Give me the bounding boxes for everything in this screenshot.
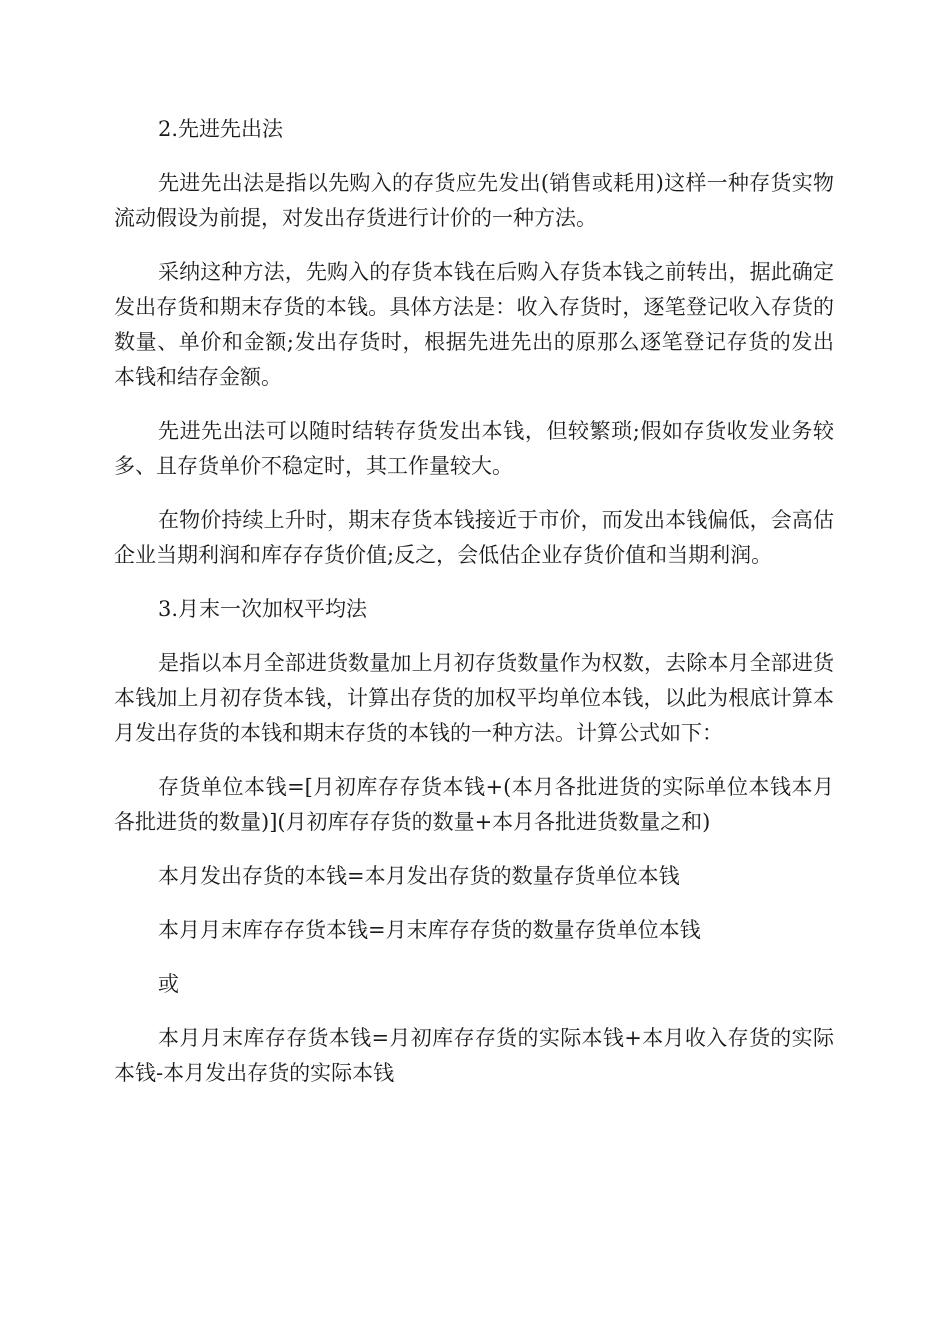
paragraph-fifo-definition: 先进先出法是指以先购入的存货应先发出(销售或耗用)这样一种存货实物流动假设为前提，对发出存货进行计价的一种方法。 <box>114 171 834 230</box>
paragraph-or: 或 <box>158 972 179 996</box>
formula-issued-cost: 本月发出存货的本钱=本月发出存货的数量存货单位本钱 <box>158 864 680 888</box>
paragraph-weighted-average-definition: 是指以本月全部进货数量加上月初存货数量作为权数，去除本月全部进货本钱加上月初存货本钱，计算出存货的加权平均单位本钱，以此为根底计算本月发出存货的本钱和期末存货的本钱的一种方法。计算公式如下： <box>114 651 834 745</box>
formula-unit-cost: 存货单位本钱=[月初库存存货本钱+(本月各批进货的实际单位本钱本月各批进货的数量)](月初库存存货的数量+本月各批进货数量之和) <box>114 775 834 834</box>
paragraph-fifo-method: 采纳这种方法，先购入的存货本钱在后购入存货本钱之前转出，据此确定发出存货和期末存货的本钱。具体方法是：收入存货时，逐笔登记收入存货的数量、单价和金额;发出存货时，根据先进先出的原那么逐笔登记存货的发出本钱和结存金额。 <box>114 260 834 389</box>
section-heading-weighted-average: 3.月末一次加权平均法 <box>158 597 368 621</box>
paragraph-fifo-pros-cons: 先进先出法可以随时结转存货发出本钱，但较繁琐;假如存货收发业务较多、且存货单价不稳定时，其工作量较大。 <box>114 419 834 478</box>
section-heading-fifo: 2.先进先出法 <box>158 117 284 141</box>
paragraph-fifo-price-effect: 在物价持续上升时，期末存货本钱接近于市价，而发出本钱偏低，会高估企业当期利润和库存存货价值;反之，会低估企业存货价值和当期利润。 <box>114 508 834 567</box>
document-body <box>114 112 834 1110</box>
formula-ending-inventory-alt: 本月月末库存存货本钱=月初库存存货的实际本钱+本月收入存货的实际本钱-本月发出存货的实际本钱 <box>114 1026 834 1085</box>
formula-ending-inventory: 本月月末库存存货本钱=月末库存存货的数量存货单位本钱 <box>158 918 701 942</box>
